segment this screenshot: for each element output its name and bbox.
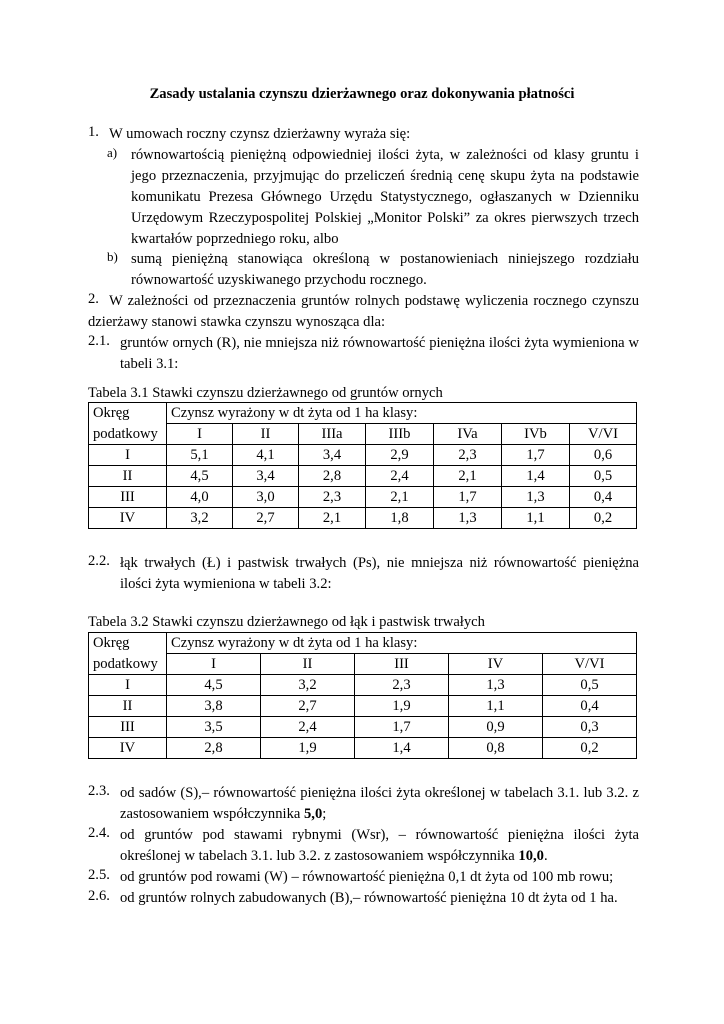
item-2-6-number: 2.6. <box>88 888 110 904</box>
table-cell: 1,9 <box>261 738 355 759</box>
item-2-5-number: 2.5. <box>88 867 110 883</box>
item-1-number: 1. <box>88 124 99 140</box>
table-cell: 4,0 <box>167 487 233 508</box>
table-cell: I <box>89 445 167 466</box>
table-row <box>89 445 637 466</box>
table-cell: 0,4 <box>543 696 637 717</box>
table-row <box>89 696 637 717</box>
table-cell: 0,4 <box>570 487 637 508</box>
table-row <box>89 675 637 696</box>
item-2-3-text <box>120 783 639 825</box>
table-cell: IV <box>89 738 167 759</box>
item-2-3-coefficient: 5,0 <box>304 806 323 822</box>
table-cell: 1,9 <box>355 696 449 717</box>
table-cell: 1,1 <box>449 696 543 717</box>
table-cell: 2,7 <box>233 508 299 529</box>
item-2-3-text-content: od sadów (S),– równowartość pieniężna ilości żyta określonej w tabelach 3.1. lub 3.2. z zastosowaniem współczynnika <box>120 785 639 822</box>
table-2-caption: Tabela 3.2 Stawki czynszu dzierżawnego od łąk i pastwisk trwałych <box>88 614 485 630</box>
table-cell: 1,7 <box>502 445 570 466</box>
table-cell: 1,1 <box>502 508 570 529</box>
table-2-header-district-2: podatkowy <box>89 654 167 675</box>
table-2-header-row <box>89 654 637 675</box>
item-2-4-text <box>120 825 639 867</box>
table-cell: 1,3 <box>449 675 543 696</box>
table-cell: 3,5 <box>167 717 261 738</box>
table-cell: 2,7 <box>261 696 355 717</box>
table-1-col: II <box>233 424 299 445</box>
item-b-label: b) <box>107 249 118 264</box>
item-1-text: W umowach roczny czynsz dzierżawny wyraża się: <box>109 126 411 142</box>
table-cell: 1,4 <box>355 738 449 759</box>
table-1-header-row <box>89 424 637 445</box>
table-1 <box>88 402 637 529</box>
table-cell: 0,9 <box>449 717 543 738</box>
table-1-caption: Tabela 3.1 Stawki czynszu dzierżawnego od gruntów ornych <box>88 385 443 401</box>
table-cell: II <box>89 696 167 717</box>
item-2-4-text-content: od gruntów pod stawami rybnymi (Wsr), – równowartość pieniężna ilości żyta określonej w tabelach 3.1. lub 3.2. z zastosowaniem współczynnika <box>120 827 639 864</box>
table-cell: 5,1 <box>167 445 233 466</box>
table-2-col: V/VI <box>543 654 637 675</box>
table-2-header-span: Czynsz wyrażony w dt żyta od 1 ha klasy: <box>167 633 637 654</box>
table-1-col: IVb <box>502 424 570 445</box>
table-cell: 1,3 <box>434 508 502 529</box>
item-2-4-coefficient: 10,0 <box>518 848 544 864</box>
item-a-label: a) <box>107 145 118 160</box>
table-cell: 0,8 <box>449 738 543 759</box>
table-2-col: IV <box>449 654 543 675</box>
table-1-col: IIIa <box>299 424 366 445</box>
table-cell: 2,4 <box>261 717 355 738</box>
item-2-3-punct: ; <box>322 806 327 822</box>
table-cell: 0,6 <box>570 445 637 466</box>
table-cell: 1,7 <box>355 717 449 738</box>
table-cell: 1,4 <box>502 466 570 487</box>
table-2-header-district: Okręg <box>89 633 167 654</box>
table-cell: 0,3 <box>543 717 637 738</box>
table-cell: 2,3 <box>355 675 449 696</box>
table-cell: 2,1 <box>299 508 366 529</box>
table-2-col: III <box>355 654 449 675</box>
table-1-col: IVa <box>434 424 502 445</box>
table-cell: III <box>89 487 167 508</box>
table-cell: IV <box>89 508 167 529</box>
item-2-4-number: 2.4. <box>88 825 110 841</box>
table-row <box>89 487 637 508</box>
table-cell: 1,7 <box>434 487 502 508</box>
table-1-header-span: Czynsz wyrażony w dt żyta od 1 ha klasy: <box>167 403 637 424</box>
item-2-text <box>88 291 639 333</box>
table-1-col: V/VI <box>570 424 637 445</box>
table-cell: III <box>89 717 167 738</box>
item-2-5-text: od gruntów pod rowami (W) – równowartość pieniężna 0,1 dt żyta od 100 mb rowu; <box>120 869 614 885</box>
table-cell: 3,2 <box>167 508 233 529</box>
table-cell: 4,5 <box>167 466 233 487</box>
table-cell: 2,3 <box>434 445 502 466</box>
table-2-col: I <box>167 654 261 675</box>
table-cell: 3,4 <box>233 466 299 487</box>
table-cell: 4,5 <box>167 675 261 696</box>
table-row <box>89 738 637 759</box>
table-cell: 3,0 <box>233 487 299 508</box>
item-b-text: sumą pieniężną stanowiąca określoną w postanowieniach niniejszego rozdziału równowartość uzyskiwanego przychodu rocznego. <box>131 251 639 288</box>
table-cell: 3,2 <box>261 675 355 696</box>
table-cell: 4,1 <box>233 445 299 466</box>
table-cell: 0,5 <box>570 466 637 487</box>
table-cell: 2,3 <box>299 487 366 508</box>
table-2-col: II <box>261 654 355 675</box>
table-cell: II <box>89 466 167 487</box>
table-cell: 2,1 <box>366 487 434 508</box>
table-2 <box>88 632 637 759</box>
table-cell: 2,4 <box>366 466 434 487</box>
table-cell: 1,3 <box>502 487 570 508</box>
table-cell: 3,4 <box>299 445 366 466</box>
table-cell: 2,1 <box>434 466 502 487</box>
table-cell: 2,8 <box>299 466 366 487</box>
table-1-col: I <box>167 424 233 445</box>
item-2-1-text: gruntów ornych (R), nie mniejsza niż równowartość pieniężna ilości żyta wymieniona w tabeli 3.1: <box>120 335 639 372</box>
table-cell: 1,8 <box>366 508 434 529</box>
table-row <box>89 466 637 487</box>
table-row <box>89 717 637 738</box>
table-1-header-district: Okręg <box>89 403 167 424</box>
item-2-2-number: 2.2. <box>88 553 110 569</box>
item-2-3-number: 2.3. <box>88 783 110 799</box>
table-cell: 0,2 <box>543 738 637 759</box>
item-2-2-text: łąk trwałych (Ł) i pastwisk trwałych (Ps), nie mniejsza niż równowartość pieniężna ilości żyta wymieniona w tabeli 3.2: <box>120 555 639 592</box>
table-cell: 2,9 <box>366 445 434 466</box>
item-a-text: równowartością pieniężną odpowiedniej ilości żyta, w zależności od klasy gruntu i jego przeznaczenia, przyjmując do przeliczeń średnią cenę skupu żyta na podstawie komunikatu Prezesa Głównego Urzędu Statystycznego, ogłaszanych w Dzienniku Urzędowym Rzeczypospolitej Polskiej „Monitor Polski” za okres pierwszych trzech kwartałów poprzedniego roku, albo <box>131 147 639 247</box>
table-cell: 3,8 <box>167 696 261 717</box>
table-1-col: IIIb <box>366 424 434 445</box>
item-2-text-content: W zależności od przeznaczenia gruntów rolnych podstawę wyliczenia rocznego czynszu dzierżawy stanowi stawka czynszu wynosząca dla: <box>88 293 639 330</box>
table-cell: I <box>89 675 167 696</box>
item-2-1-number: 2.1. <box>88 333 110 349</box>
table-cell: 2,8 <box>167 738 261 759</box>
item-2-4-punct: . <box>543 848 548 864</box>
table-row <box>89 508 637 529</box>
item-2-number: 2. <box>88 291 99 307</box>
item-2-6-text: od gruntów rolnych zabudowanych (B),– równowartość pieniężna 10 dt żyta od 1 ha. <box>120 890 618 906</box>
table-cell: 0,2 <box>570 508 637 529</box>
table-1-header-district-2: podatkowy <box>89 424 167 445</box>
table-cell: 0,5 <box>543 675 637 696</box>
page-title: Zasady ustalania czynszu dzierżawnego oraz dokonywania płatności <box>149 86 575 102</box>
